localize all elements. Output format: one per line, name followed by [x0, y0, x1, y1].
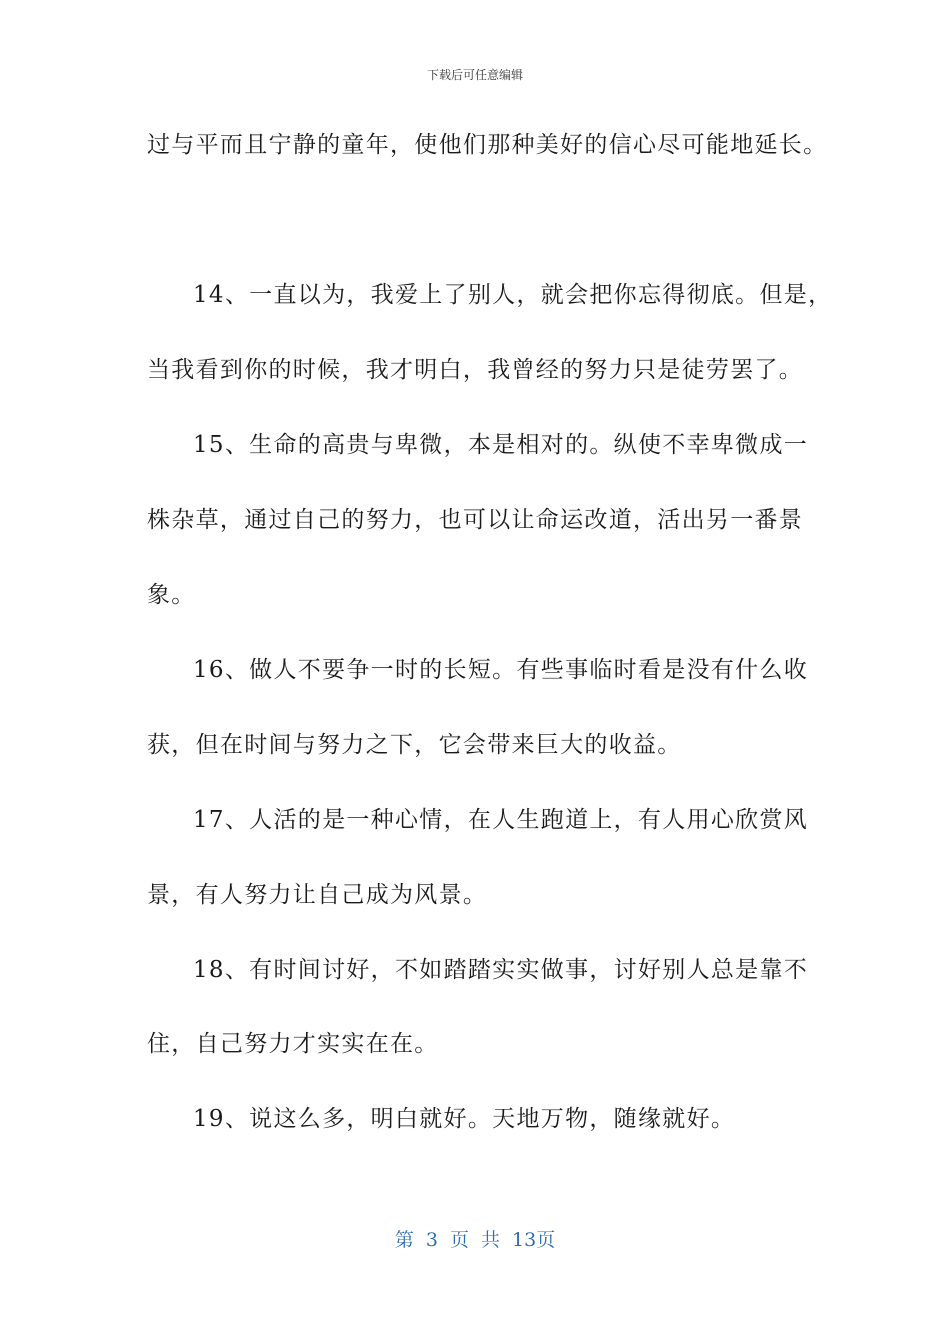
- body-line: 15、生命的高贵与卑微，本是相对的。纵使不幸卑微成一: [193, 432, 809, 458]
- body-line: 株杂草，通过自己的努力，也可以让命运改道，活出另一番景: [147, 507, 804, 533]
- body-line: 14、一直以为，我爱上了别人，就会把你忘得彻底。但是，: [193, 282, 833, 308]
- body-line: 获，但在时间与努力之下，它会带来巨大的收益。: [147, 732, 682, 758]
- body-line: 象。: [147, 582, 196, 608]
- body-line: 景，有人努力让自己成为风景。: [147, 882, 488, 908]
- body-line: 当我看到你的时候，我才明白，我曾经的努力只是徒劳罢了。: [147, 357, 804, 383]
- body-line: 18、有时间讨好，不如踏踏实实做事，讨好别人总是靠不: [193, 957, 809, 983]
- page-footer: 第 3 页 共 13页: [394, 1229, 556, 1251]
- body-line: 16、做人不要争一时的长短。有些事临时看是没有什么收: [193, 657, 809, 683]
- body-line: 17、人活的是一种心情，在人生跑道上，有人用心欣赏风: [193, 807, 809, 833]
- body-line: 住，自己努力才实实在在。: [147, 1031, 439, 1057]
- page-header: 下载后可任意编辑: [426, 68, 523, 82]
- body-line: 19、说这么多，明白就好。天地万物，随缘就好。: [193, 1106, 736, 1132]
- body-line: 过与平而且宁静的童年，使他们那种美好的信心尽可能地延长。: [147, 132, 828, 158]
